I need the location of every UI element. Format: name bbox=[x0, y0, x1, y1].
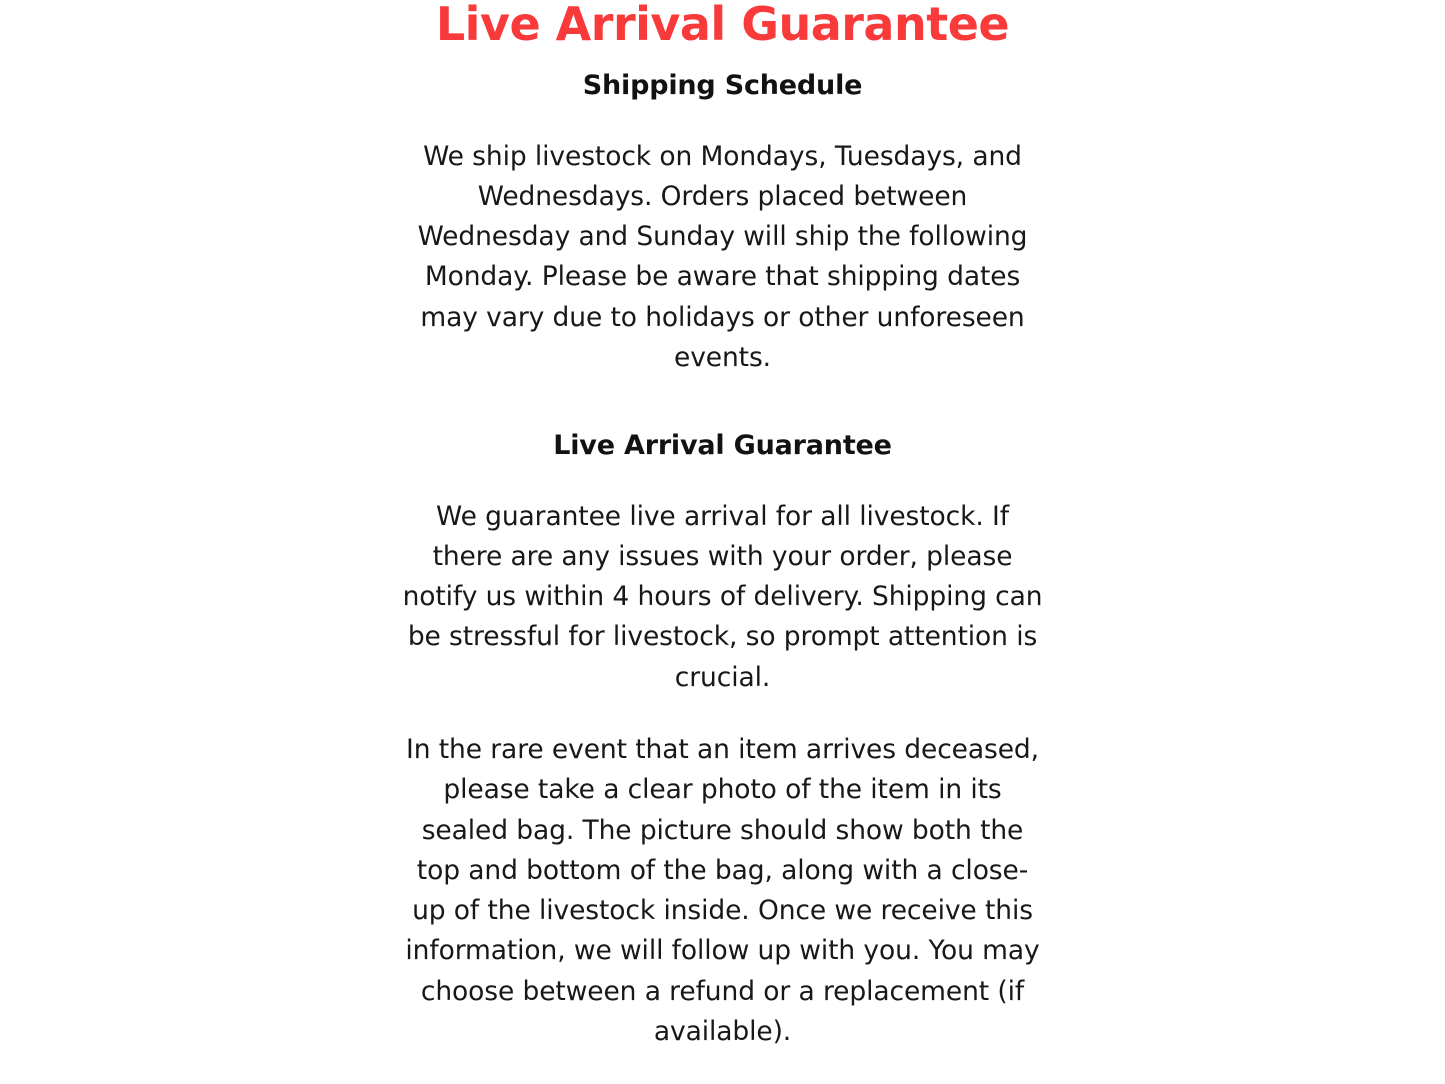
paragraph-shipping-schedule: We ship livestock on Mondays, Tuesdays, and Wednesdays. Orders placed between Wednesday and Sunday will ship the following Monday. Please be aware that shipping dates may vary due to holidays or other unforeseen events. bbox=[417, 140, 1028, 374]
page-title: Live Arrival Guarantee bbox=[435, 0, 1010, 51]
paragraph-live-arrival-guarantee: We guarantee live arrival for all livestock. If there are any issues with your order, please notify us within 4 hours of delivery. Shipping can be stressful for livestock, so prompt attention is crucial. bbox=[402, 500, 1043, 693]
section-heading-shipping-schedule: Shipping Schedule bbox=[582, 70, 863, 102]
section-heading-live-arrival-guarantee: Live Arrival Guarantee bbox=[553, 430, 892, 462]
paragraph-deceased-item-procedure: In the rare event that an item arrives deceased, please take a clear photo of the item in its sealed bag. The picture should show both the top and bottom of the bag, along with a close-up of the livestock inside. Once we receive this information, we will follow up with you. You may choose between a refund or a replacement (if available). bbox=[405, 734, 1040, 1047]
document-content bbox=[403, 0, 1043, 1052]
